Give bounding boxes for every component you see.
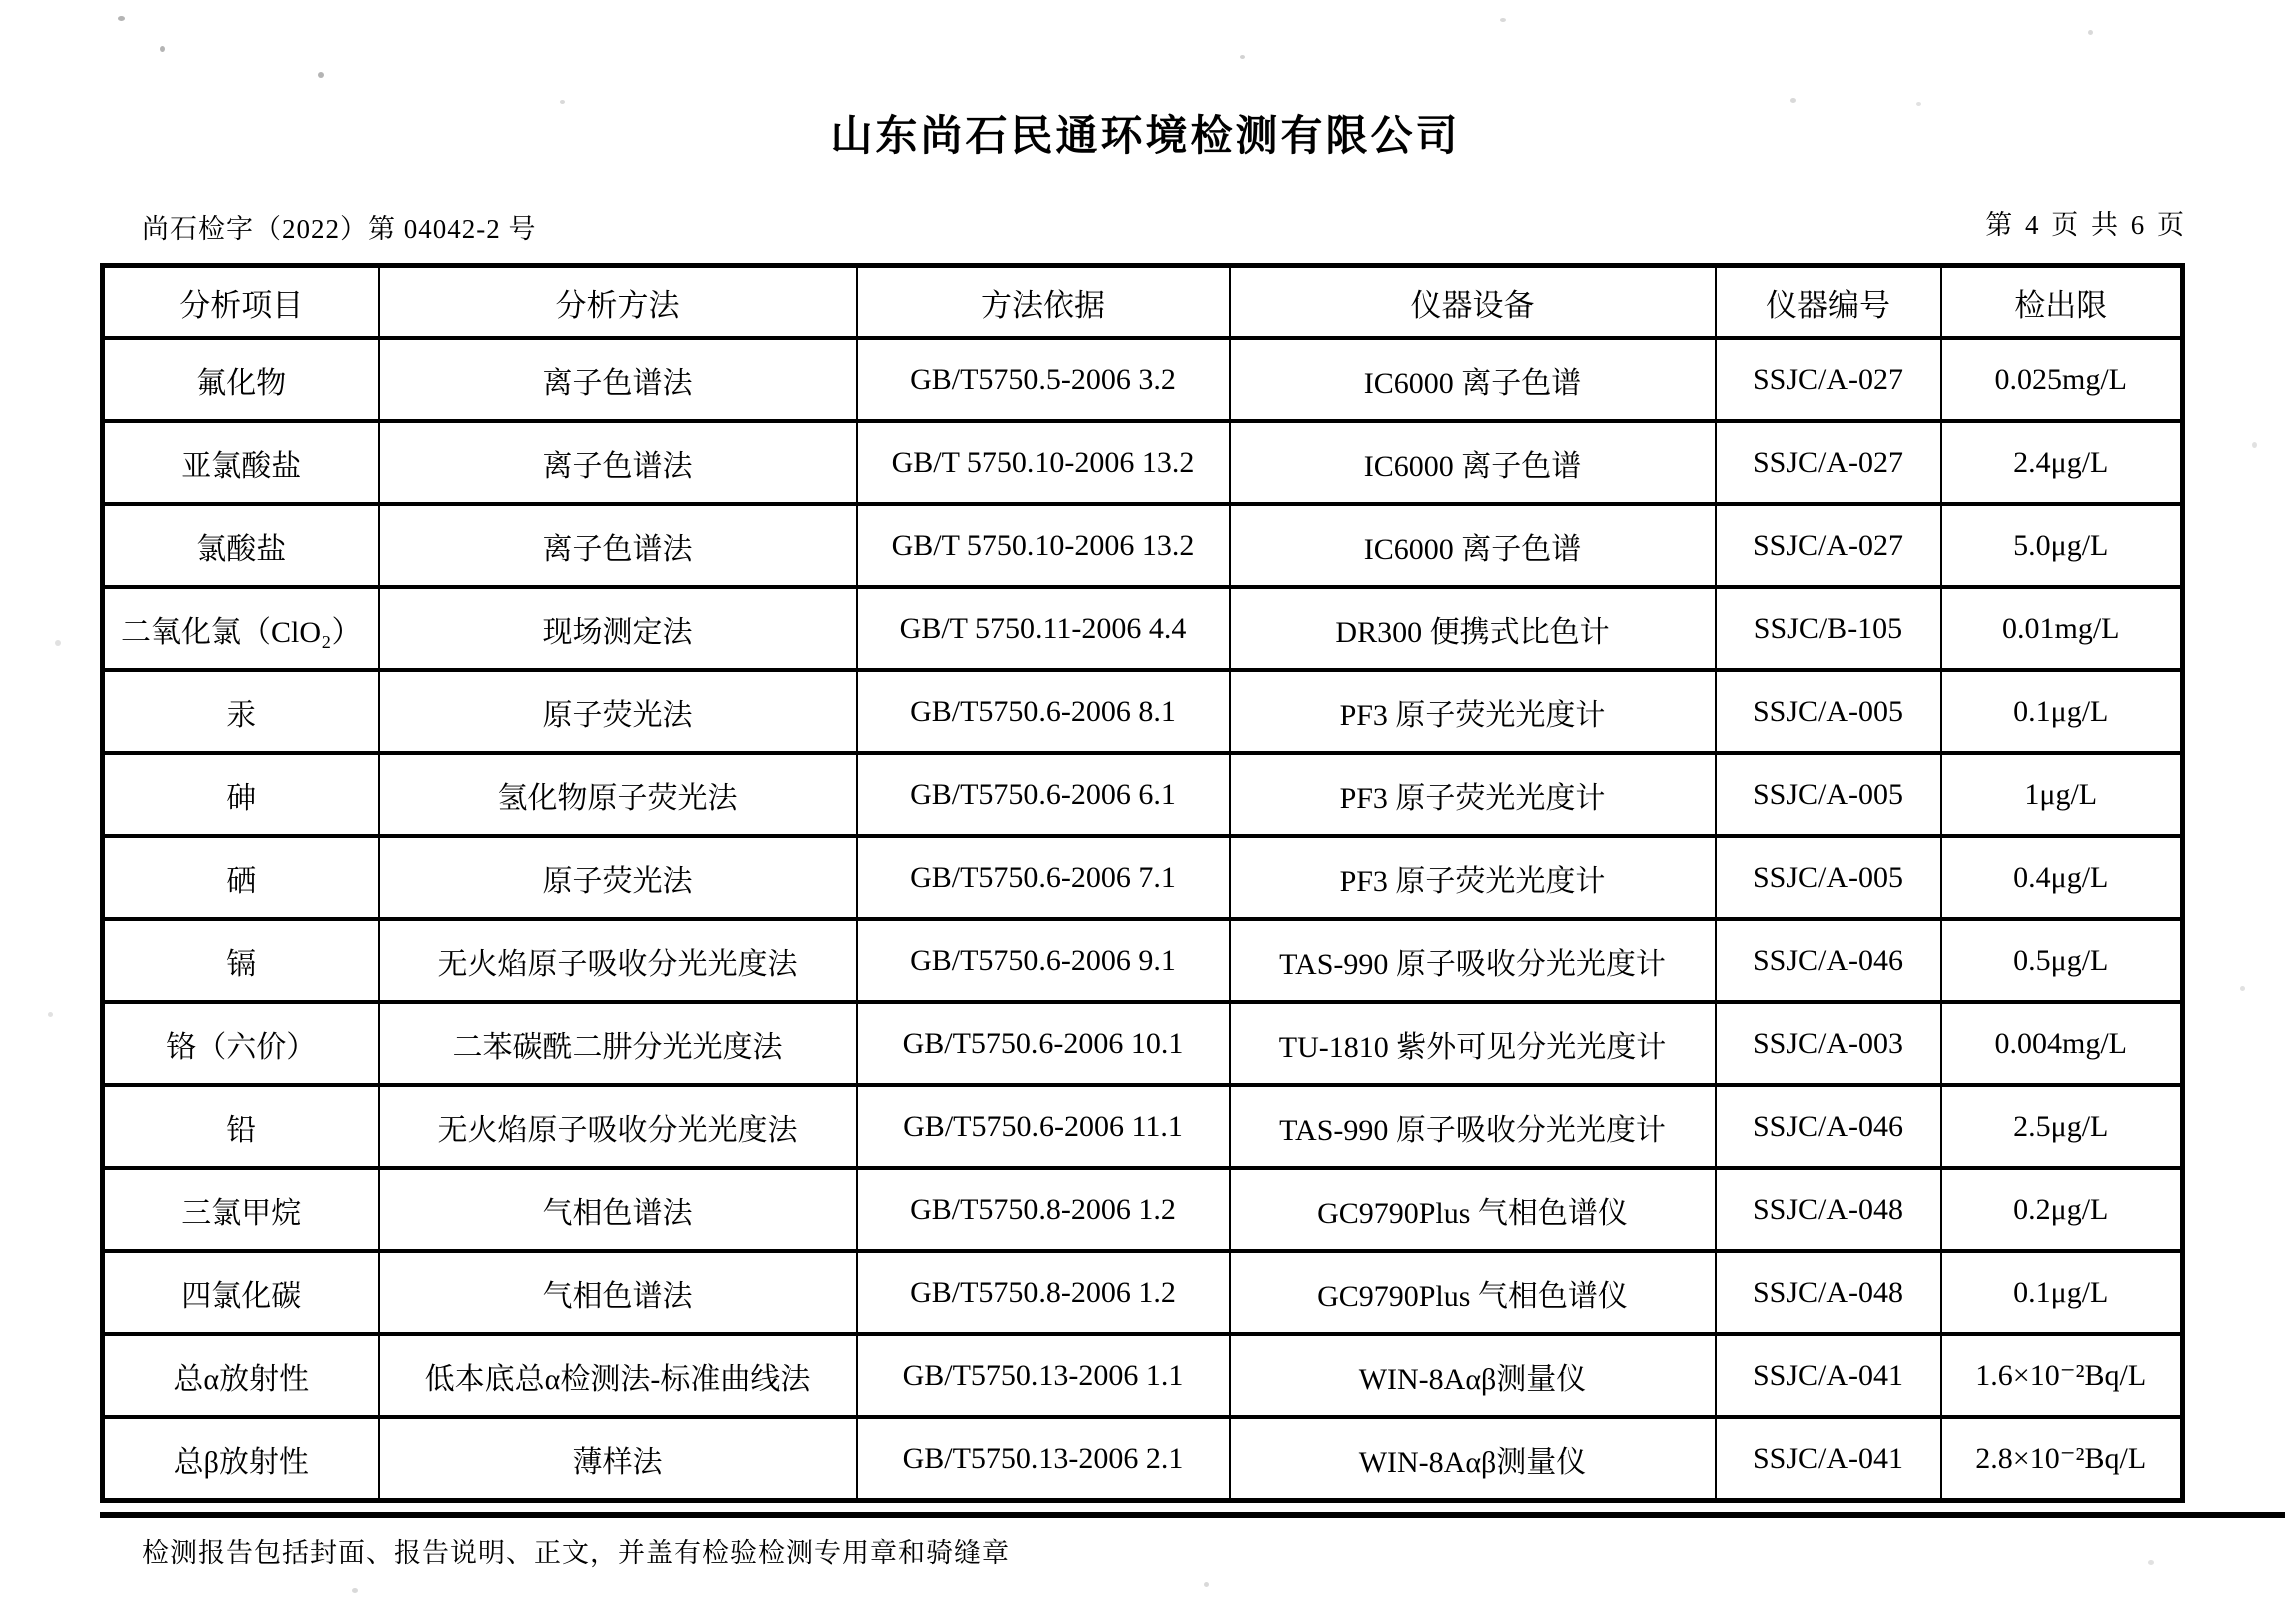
table-cell: SSJC/B-105 [1716, 587, 1941, 670]
company-title: 山东尚石民通环境检测有限公司 [830, 114, 1461, 160]
table-cell: DR300 便携式比色计 [1230, 587, 1716, 670]
table-cell: SSJC/A-046 [1716, 1085, 1941, 1168]
column-header: 分析项目 [103, 266, 379, 339]
table-cell: 氢化物原子荧光法 [379, 753, 857, 836]
table-cell: 0.01mg/L [1941, 587, 2183, 670]
footer-rule [100, 1512, 2285, 1518]
table-cell: 现场测定法 [379, 587, 857, 670]
scan-speck [2148, 1560, 2154, 1565]
table-cell: 0.2μg/L [1941, 1168, 2183, 1251]
table-cell: 无火焰原子吸收分光光度法 [379, 919, 857, 1002]
scan-speck [2240, 986, 2245, 991]
footer-note: 检测报告包括封面、报告说明、正文，并盖有检验检测专用章和骑缝章 [142, 1538, 1010, 1568]
table-cell: 汞 [103, 670, 379, 753]
doc-number: 尚石检字（2022）第 04042-2 号 [142, 214, 537, 244]
table-row [103, 1334, 2183, 1417]
table-cell: 2.4μg/L [1941, 421, 2183, 504]
table-row [103, 338, 2183, 421]
table-cell: GB/T 5750.10-2006 13.2 [857, 421, 1230, 504]
table-cell: IC6000 离子色谱 [1230, 338, 1716, 421]
table-cell: 四氯化碳 [103, 1251, 379, 1334]
table-cell: 二苯碳酰二肼分光光度法 [379, 1002, 857, 1085]
table-cell: GC9790Plus 气相色谱仪 [1230, 1168, 1716, 1251]
table-cell: 总β放射性 [103, 1417, 379, 1501]
table-cell: IC6000 离子色谱 [1230, 421, 1716, 504]
table-cell: SSJC/A-003 [1716, 1002, 1941, 1085]
column-header: 分析方法 [379, 266, 857, 339]
scan-speck [2088, 30, 2093, 35]
table-cell: GB/T 5750.11-2006 4.4 [857, 587, 1230, 670]
scan-speck [118, 16, 125, 21]
table-cell: 0.1μg/L [1941, 1251, 2183, 1334]
table-row [103, 670, 2183, 753]
table-cell: GB/T5750.6-2006 11.1 [857, 1085, 1230, 1168]
table-cell: 0.4μg/L [1941, 836, 2183, 919]
scan-speck [1790, 98, 1796, 103]
table-cell: 砷 [103, 753, 379, 836]
table-cell: PF3 原子荧光光度计 [1230, 836, 1716, 919]
table-row [103, 1085, 2183, 1168]
scan-speck [1916, 102, 1921, 106]
table-row [103, 1002, 2183, 1085]
table-cell: WIN-8Aαβ测量仪 [1230, 1417, 1716, 1501]
table-row [103, 1251, 2183, 1334]
table-cell: 硒 [103, 836, 379, 919]
table-cell: 无火焰原子吸收分光光度法 [379, 1085, 857, 1168]
column-header: 仪器设备 [1230, 266, 1716, 339]
table-cell: SSJC/A-048 [1716, 1251, 1941, 1334]
table-cell: 氟化物 [103, 338, 379, 421]
column-header: 检出限 [1941, 266, 2183, 339]
scan-speck [1500, 18, 1506, 22]
table-cell: GB/T5750.6-2006 6.1 [857, 753, 1230, 836]
scan-speck [48, 1012, 53, 1017]
table-row [103, 421, 2183, 504]
table-body [103, 338, 2183, 1501]
table-cell: 0.004mg/L [1941, 1002, 2183, 1085]
scan-speck [160, 46, 165, 52]
table-cell: TAS-990 原子吸收分光光度计 [1230, 919, 1716, 1002]
table-cell: GB/T5750.6-2006 8.1 [857, 670, 1230, 753]
header-row [103, 266, 2183, 339]
table-cell: 低本底总α检测法-标准曲线法 [379, 1334, 857, 1417]
table-cell: TU-1810 紫外可见分光光度计 [1230, 1002, 1716, 1085]
table-cell: 三氯甲烷 [103, 1168, 379, 1251]
table-cell: GB/T5750.8-2006 1.2 [857, 1251, 1230, 1334]
scan-speck [352, 1588, 358, 1593]
table-cell: WIN-8Aαβ测量仪 [1230, 1334, 1716, 1417]
table-cell: GB/T 5750.10-2006 13.2 [857, 504, 1230, 587]
scan-speck [55, 640, 61, 646]
scan-speck [2252, 442, 2257, 448]
table-cell: 总α放射性 [103, 1334, 379, 1417]
table-cell: 2.8×10⁻²Bq/L [1941, 1417, 2183, 1501]
table-cell: 离子色谱法 [379, 421, 857, 504]
table-row [103, 919, 2183, 1002]
table-row [103, 1168, 2183, 1251]
table-cell: 铬（六价） [103, 1002, 379, 1085]
table-cell: GB/T5750.6-2006 10.1 [857, 1002, 1230, 1085]
table-cell: SSJC/A-048 [1716, 1168, 1941, 1251]
table-cell: SSJC/A-027 [1716, 421, 1941, 504]
table-cell: 1.6×10⁻²Bq/L [1941, 1334, 2183, 1417]
table-cell: 原子荧光法 [379, 836, 857, 919]
table-cell: SSJC/A-005 [1716, 670, 1941, 753]
table-cell: GB/T5750.6-2006 9.1 [857, 919, 1230, 1002]
table-cell: GB/T5750.6-2006 7.1 [857, 836, 1230, 919]
table-cell: 铅 [103, 1085, 379, 1168]
table-cell: SSJC/A-046 [1716, 919, 1941, 1002]
table-cell: 5.0μg/L [1941, 504, 2183, 587]
table-cell: 气相色谱法 [379, 1168, 857, 1251]
column-header: 仪器编号 [1716, 266, 1941, 339]
table-cell: SSJC/A-041 [1716, 1417, 1941, 1501]
analysis-table [100, 263, 2185, 1503]
table-cell: GB/T5750.5-2006 3.2 [857, 338, 1230, 421]
table-cell: IC6000 离子色谱 [1230, 504, 1716, 587]
scan-speck [560, 100, 565, 104]
scan-speck [1204, 1582, 1209, 1587]
table-row [103, 753, 2183, 836]
table-cell: 氯酸盐 [103, 504, 379, 587]
table-row [103, 836, 2183, 919]
table-cell: SSJC/A-041 [1716, 1334, 1941, 1417]
page-indicator: 第 4 页 共 6 页 [1985, 210, 2187, 240]
table-cell: SSJC/A-005 [1716, 836, 1941, 919]
table-cell: 气相色谱法 [379, 1251, 857, 1334]
scan-speck [1240, 55, 1245, 59]
table-cell: GB/T5750.8-2006 1.2 [857, 1168, 1230, 1251]
table-cell: 镉 [103, 919, 379, 1002]
table-cell: GB/T5750.13-2006 2.1 [857, 1417, 1230, 1501]
table-cell: GB/T5750.13-2006 1.1 [857, 1334, 1230, 1417]
table-cell: GC9790Plus 气相色谱仪 [1230, 1251, 1716, 1334]
table-cell: 0.025mg/L [1941, 338, 2183, 421]
table-cell: 0.5μg/L [1941, 919, 2183, 1002]
table-cell: SSJC/A-027 [1716, 338, 1941, 421]
table-cell: 薄样法 [379, 1417, 857, 1501]
scan-speck [318, 72, 324, 78]
column-header: 方法依据 [857, 266, 1230, 339]
table-cell: 0.1μg/L [1941, 670, 2183, 753]
table-cell: SSJC/A-027 [1716, 504, 1941, 587]
table-cell: 1μg/L [1941, 753, 2183, 836]
table-cell: 离子色谱法 [379, 338, 857, 421]
table-cell: SSJC/A-005 [1716, 753, 1941, 836]
table-cell: TAS-990 原子吸收分光光度计 [1230, 1085, 1716, 1168]
table-row [103, 587, 2183, 670]
table-row [103, 504, 2183, 587]
table-row [103, 1417, 2183, 1501]
table-cell: PF3 原子荧光光度计 [1230, 753, 1716, 836]
table-cell: 离子色谱法 [379, 504, 857, 587]
table-cell: 二氧化氯（ClO₂） [103, 587, 379, 670]
table-cell: 2.5μg/L [1941, 1085, 2183, 1168]
table-cell: PF3 原子荧光光度计 [1230, 670, 1716, 753]
table-cell: 亚氯酸盐 [103, 421, 379, 504]
table-cell: 原子荧光法 [379, 670, 857, 753]
